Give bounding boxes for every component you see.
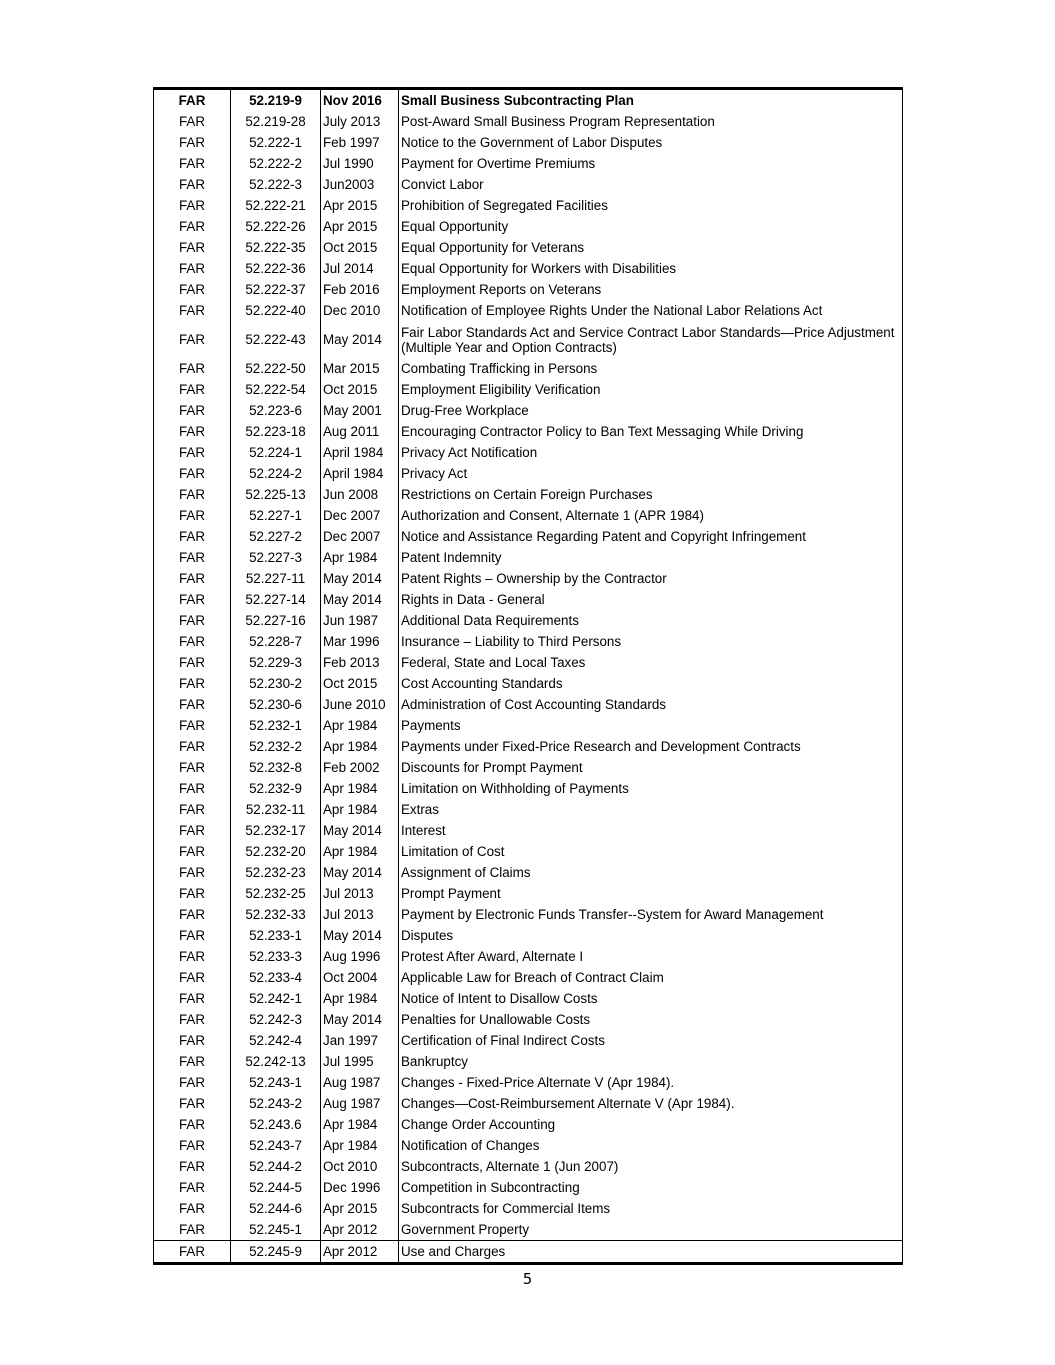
- table-row: [154, 1198, 903, 1219]
- clause-date-cell: Apr 2015: [321, 216, 399, 237]
- table-row: [154, 778, 903, 799]
- regulation-cell: FAR: [154, 153, 231, 174]
- regulation-cell: FAR: [154, 258, 231, 279]
- clause-date-cell: Jun2003: [321, 174, 399, 195]
- clause-number-cell: 52.227-16: [231, 610, 321, 631]
- clause-number-cell: 52.232-23: [231, 862, 321, 883]
- clause-date-cell: Apr 1984: [321, 988, 399, 1009]
- clause-title-cell: Patent Indemnity: [399, 547, 903, 568]
- table-row: [154, 883, 903, 904]
- clause-rows: [154, 89, 903, 1264]
- table-row: [154, 174, 903, 195]
- clause-date-cell: Apr 1984: [321, 715, 399, 736]
- clause-number-cell: 52.224-2: [231, 463, 321, 484]
- clause-title-cell: Employment Eligibility Verification: [399, 379, 903, 400]
- table-row: [154, 736, 903, 757]
- table-row: [154, 925, 903, 946]
- regulation-cell: FAR: [154, 652, 231, 673]
- clause-number-cell: 52.243-2: [231, 1093, 321, 1114]
- clause-title-cell: Protest After Award, Alternate I: [399, 946, 903, 967]
- clause-title-cell: Disputes: [399, 925, 903, 946]
- clause-date-cell: May 2014: [321, 862, 399, 883]
- clause-title-cell: Notice and Assistance Regarding Patent and Copyright Infringement: [399, 526, 903, 547]
- clause-title-cell: Notice to the Government of Labor Disputes: [399, 132, 903, 153]
- table-row: [154, 1156, 903, 1177]
- clause-title-cell: Notification of Employee Rights Under the National Labor Relations Act: [399, 300, 903, 321]
- clause-date-cell: Apr 1984: [321, 547, 399, 568]
- table-row: [154, 820, 903, 841]
- clause-number-cell: 52.232-2: [231, 736, 321, 757]
- clause-title-cell: Payments under Fixed-Price Research and Development Contracts: [399, 736, 903, 757]
- table-row: [154, 1135, 903, 1156]
- clause-number-cell: 52.222-43: [231, 321, 321, 358]
- regulation-cell: FAR: [154, 526, 231, 547]
- clause-date-cell: May 2014: [321, 568, 399, 589]
- regulation-cell: FAR: [154, 862, 231, 883]
- regulation-cell: FAR: [154, 883, 231, 904]
- clause-title-cell: Subcontracts, Alternate 1 (Jun 2007): [399, 1156, 903, 1177]
- regulation-cell: FAR: [154, 715, 231, 736]
- clause-title-cell: Change Order Accounting: [399, 1114, 903, 1135]
- regulation-cell: FAR: [154, 1093, 231, 1114]
- clause-number-cell: 52.222-2: [231, 153, 321, 174]
- regulation-cell: FAR: [154, 736, 231, 757]
- clause-date-cell: May 2001: [321, 400, 399, 421]
- table-row: [154, 1219, 903, 1241]
- clause-date-cell: Jul 2013: [321, 904, 399, 925]
- clause-title-cell: Authorization and Consent, Alternate 1 (APR 1984): [399, 505, 903, 526]
- clause-number-cell: 52.225-13: [231, 484, 321, 505]
- clause-number-cell: 52.232-17: [231, 820, 321, 841]
- regulation-cell: FAR: [154, 673, 231, 694]
- clause-number-cell: 52.230-6: [231, 694, 321, 715]
- table-row: [154, 1241, 903, 1264]
- regulation-cell: FAR: [154, 195, 231, 216]
- clause-date-cell: Aug 1987: [321, 1093, 399, 1114]
- regulation-cell: FAR: [154, 820, 231, 841]
- table-row: [154, 421, 903, 442]
- clause-date-cell: Apr 1984: [321, 1114, 399, 1135]
- clause-number-cell: 52.227-14: [231, 589, 321, 610]
- clause-date-cell: Oct 2010: [321, 1156, 399, 1177]
- clause-title-cell: Subcontracts for Commercial Items: [399, 1198, 903, 1219]
- table-row: [154, 904, 903, 925]
- table-row: [154, 237, 903, 258]
- clause-title-cell: Payment for Overtime Premiums: [399, 153, 903, 174]
- clause-number-cell: 52.222-3: [231, 174, 321, 195]
- clause-date-cell: Apr 2015: [321, 1198, 399, 1219]
- clause-date-cell: Apr 1984: [321, 841, 399, 862]
- clause-title-cell: Notice of Intent to Disallow Costs: [399, 988, 903, 1009]
- regulation-cell: FAR: [154, 841, 231, 862]
- table-row: [154, 89, 903, 112]
- clause-title-cell: Rights in Data - General: [399, 589, 903, 610]
- clause-title-cell: Use and Charges: [399, 1241, 903, 1264]
- table-row: [154, 400, 903, 421]
- table-row: [154, 841, 903, 862]
- clause-title-cell: Certification of Final Indirect Costs: [399, 1030, 903, 1051]
- table-row: [154, 463, 903, 484]
- clause-title-cell: Penalties for Unallowable Costs: [399, 1009, 903, 1030]
- clause-number-cell: 52.242-3: [231, 1009, 321, 1030]
- clause-number-cell: 52.222-37: [231, 279, 321, 300]
- clause-date-cell: Aug 1987: [321, 1072, 399, 1093]
- clause-number-cell: 52.232-11: [231, 799, 321, 820]
- clause-date-cell: Apr 1984: [321, 778, 399, 799]
- clause-number-cell: 52.227-1: [231, 505, 321, 526]
- clause-title-cell: Prohibition of Segregated Facilities: [399, 195, 903, 216]
- clause-date-cell: Feb 2002: [321, 757, 399, 778]
- table-row: [154, 1051, 903, 1072]
- regulation-cell: FAR: [154, 237, 231, 258]
- clause-date-cell: July 2013: [321, 111, 399, 132]
- clause-date-cell: Oct 2015: [321, 379, 399, 400]
- clause-title-cell: Changes - Fixed-Price Alternate V (Apr 1984).: [399, 1072, 903, 1093]
- regulation-cell: FAR: [154, 904, 231, 925]
- clause-number-cell: 52.242-4: [231, 1030, 321, 1051]
- clause-date-cell: Aug 2011: [321, 421, 399, 442]
- table-row: [154, 799, 903, 820]
- clause-title-cell: Employment Reports on Veterans: [399, 279, 903, 300]
- clause-date-cell: Dec 1996: [321, 1177, 399, 1198]
- clause-number-cell: 52.223-6: [231, 400, 321, 421]
- regulation-cell: FAR: [154, 631, 231, 652]
- clause-title-cell: Combating Trafficking in Persons: [399, 358, 903, 379]
- clause-table: [153, 87, 903, 1265]
- regulation-cell: FAR: [154, 463, 231, 484]
- clause-date-cell: Dec 2007: [321, 526, 399, 547]
- clause-date-cell: June 2010: [321, 694, 399, 715]
- clause-date-cell: April 1984: [321, 463, 399, 484]
- clause-number-cell: 52.232-20: [231, 841, 321, 862]
- clause-title-cell: Post-Award Small Business Program Representation: [399, 111, 903, 132]
- clause-title-cell: Equal Opportunity for Workers with Disabilities: [399, 258, 903, 279]
- table-row: [154, 216, 903, 237]
- table-row: [154, 568, 903, 589]
- regulation-cell: FAR: [154, 321, 231, 358]
- clause-title-cell: Payments: [399, 715, 903, 736]
- regulation-cell: FAR: [154, 925, 231, 946]
- clause-title-cell: Convict Labor: [399, 174, 903, 195]
- clause-number-cell: 52.222-35: [231, 237, 321, 258]
- clause-date-cell: May 2014: [321, 589, 399, 610]
- regulation-cell: FAR: [154, 1219, 231, 1241]
- clause-title-cell: Additional Data Requirements: [399, 610, 903, 631]
- regulation-cell: FAR: [154, 1072, 231, 1093]
- table-row: [154, 195, 903, 216]
- clause-title-cell: Limitation on Withholding of Payments: [399, 778, 903, 799]
- clause-title-cell: Equal Opportunity for Veterans: [399, 237, 903, 258]
- clause-title-cell: Assignment of Claims: [399, 862, 903, 883]
- clause-number-cell: 52.232-9: [231, 778, 321, 799]
- clause-number-cell: 52.222-36: [231, 258, 321, 279]
- clause-number-cell: 52.219-28: [231, 111, 321, 132]
- regulation-cell: FAR: [154, 946, 231, 967]
- table-row: [154, 111, 903, 132]
- clause-date-cell: Jul 1990: [321, 153, 399, 174]
- table-row: [154, 258, 903, 279]
- regulation-cell: FAR: [154, 216, 231, 237]
- regulation-cell: FAR: [154, 89, 231, 112]
- clause-number-cell: 52.245-9: [231, 1241, 321, 1264]
- clause-title-cell: Privacy Act: [399, 463, 903, 484]
- clause-title-cell: Encouraging Contractor Policy to Ban Text Messaging While Driving: [399, 421, 903, 442]
- clause-number-cell: 52.222-1: [231, 132, 321, 153]
- clause-number-cell: 52.244-5: [231, 1177, 321, 1198]
- clause-number-cell: 52.245-1: [231, 1219, 321, 1241]
- clause-date-cell: Jun 2008: [321, 484, 399, 505]
- clause-date-cell: Apr 2012: [321, 1219, 399, 1241]
- clause-date-cell: Apr 2015: [321, 195, 399, 216]
- clause-title-cell: Administration of Cost Accounting Standards: [399, 694, 903, 715]
- clause-number-cell: 52.224-1: [231, 442, 321, 463]
- regulation-cell: FAR: [154, 400, 231, 421]
- regulation-cell: FAR: [154, 1114, 231, 1135]
- clause-date-cell: Apr 1984: [321, 1135, 399, 1156]
- clause-number-cell: 52.222-26: [231, 216, 321, 237]
- clause-date-cell: Jun 1987: [321, 610, 399, 631]
- clause-date-cell: Mar 1996: [321, 631, 399, 652]
- clause-date-cell: Dec 2010: [321, 300, 399, 321]
- clause-date-cell: Jul 1995: [321, 1051, 399, 1072]
- regulation-cell: FAR: [154, 778, 231, 799]
- table-row: [154, 279, 903, 300]
- table-row: [154, 757, 903, 778]
- clause-title-cell: Government Property: [399, 1219, 903, 1241]
- clause-date-cell: Oct 2015: [321, 673, 399, 694]
- clause-number-cell: 52.233-3: [231, 946, 321, 967]
- clause-title-cell: Patent Rights – Ownership by the Contractor: [399, 568, 903, 589]
- clause-title-cell: Notification of Changes: [399, 1135, 903, 1156]
- table-row: [154, 547, 903, 568]
- clause-number-cell: 52.243-7: [231, 1135, 321, 1156]
- clause-date-cell: May 2014: [321, 820, 399, 841]
- regulation-cell: FAR: [154, 132, 231, 153]
- clause-date-cell: Oct 2015: [321, 237, 399, 258]
- table-row: [154, 673, 903, 694]
- table-row: [154, 1093, 903, 1114]
- clause-date-cell: May 2014: [321, 321, 399, 358]
- clause-number-cell: 52.222-50: [231, 358, 321, 379]
- clause-date-cell: May 2014: [321, 1009, 399, 1030]
- regulation-cell: FAR: [154, 799, 231, 820]
- table-row: [154, 379, 903, 400]
- clause-date-cell: Apr 1984: [321, 799, 399, 820]
- clause-number-cell: 52.223-18: [231, 421, 321, 442]
- clause-title-cell: Insurance – Liability to Third Persons: [399, 631, 903, 652]
- regulation-cell: FAR: [154, 1051, 231, 1072]
- table-row: [154, 988, 903, 1009]
- regulation-cell: FAR: [154, 505, 231, 526]
- clause-title-cell: Extras: [399, 799, 903, 820]
- regulation-cell: FAR: [154, 1156, 231, 1177]
- regulation-cell: FAR: [154, 1241, 231, 1264]
- clause-title-cell: Federal, State and Local Taxes: [399, 652, 903, 673]
- clause-title-cell: Fair Labor Standards Act and Service Contract Labor Standards—Price Adjustment (Multiple Year and Option Contracts): [399, 321, 903, 358]
- regulation-cell: FAR: [154, 111, 231, 132]
- table-row: [154, 610, 903, 631]
- clause-title-cell: Interest: [399, 820, 903, 841]
- table-row: [154, 321, 903, 358]
- clause-number-cell: 52.222-21: [231, 195, 321, 216]
- clause-number-cell: 52.233-1: [231, 925, 321, 946]
- table-row: [154, 1030, 903, 1051]
- clause-number-cell: 52.230-2: [231, 673, 321, 694]
- clause-date-cell: May 2014: [321, 925, 399, 946]
- table-row: [154, 1177, 903, 1198]
- clause-date-cell: Nov 2016: [321, 89, 399, 112]
- clause-number-cell: 52.244-6: [231, 1198, 321, 1219]
- clause-number-cell: 52.227-11: [231, 568, 321, 589]
- regulation-cell: FAR: [154, 421, 231, 442]
- page-number: 5: [522, 1270, 533, 1288]
- clause-title-cell: Changes—Cost-Reimbursement Alternate V (Apr 1984).: [399, 1093, 903, 1114]
- regulation-cell: FAR: [154, 568, 231, 589]
- table-row: [154, 946, 903, 967]
- regulation-cell: FAR: [154, 589, 231, 610]
- clause-number-cell: 52.229-3: [231, 652, 321, 673]
- regulation-cell: FAR: [154, 174, 231, 195]
- regulation-cell: FAR: [154, 379, 231, 400]
- table-row: [154, 631, 903, 652]
- table-row: [154, 442, 903, 463]
- clause-title-cell: Cost Accounting Standards: [399, 673, 903, 694]
- clause-date-cell: Apr 1984: [321, 736, 399, 757]
- table-row: [154, 505, 903, 526]
- regulation-cell: FAR: [154, 442, 231, 463]
- regulation-cell: FAR: [154, 988, 231, 1009]
- clause-number-cell: 52.227-2: [231, 526, 321, 547]
- regulation-cell: FAR: [154, 358, 231, 379]
- regulation-cell: FAR: [154, 484, 231, 505]
- clause-number-cell: 52.244-2: [231, 1156, 321, 1177]
- table-row: [154, 153, 903, 174]
- clause-title-cell: Equal Opportunity: [399, 216, 903, 237]
- clause-number-cell: 52.232-25: [231, 883, 321, 904]
- clause-number-cell: 52.233-4: [231, 967, 321, 988]
- clause-number-cell: 52.222-54: [231, 379, 321, 400]
- clause-date-cell: Feb 2016: [321, 279, 399, 300]
- clause-title-cell: Restrictions on Certain Foreign Purchases: [399, 484, 903, 505]
- regulation-cell: FAR: [154, 610, 231, 631]
- regulation-cell: FAR: [154, 300, 231, 321]
- regulation-cell: FAR: [154, 1135, 231, 1156]
- table-row: [154, 589, 903, 610]
- regulation-cell: FAR: [154, 694, 231, 715]
- clause-title-cell: Privacy Act Notification: [399, 442, 903, 463]
- clause-date-cell: April 1984: [321, 442, 399, 463]
- clause-number-cell: 52.242-13: [231, 1051, 321, 1072]
- table-row: [154, 1072, 903, 1093]
- clause-date-cell: Jan 1997: [321, 1030, 399, 1051]
- table-row: [154, 358, 903, 379]
- clause-number-cell: 52.232-33: [231, 904, 321, 925]
- clause-date-cell: Dec 2007: [321, 505, 399, 526]
- clause-number-cell: 52.222-40: [231, 300, 321, 321]
- clause-date-cell: Oct 2004: [321, 967, 399, 988]
- clause-title-cell: Drug-Free Workplace: [399, 400, 903, 421]
- clause-title-cell: Payment by Electronic Funds Transfer--System for Award Management: [399, 904, 903, 925]
- clause-title-cell: Bankruptcy: [399, 1051, 903, 1072]
- regulation-cell: FAR: [154, 547, 231, 568]
- clause-number-cell: 52.232-8: [231, 757, 321, 778]
- regulation-cell: FAR: [154, 1009, 231, 1030]
- table-row: [154, 132, 903, 153]
- table-row: [154, 1009, 903, 1030]
- regulation-cell: FAR: [154, 1030, 231, 1051]
- table-row: [154, 862, 903, 883]
- clause-title-cell: Limitation of Cost: [399, 841, 903, 862]
- clause-number-cell: 52.243.6: [231, 1114, 321, 1135]
- clause-date-cell: Aug 1996: [321, 946, 399, 967]
- table-row: [154, 484, 903, 505]
- clause-date-cell: Apr 2012: [321, 1241, 399, 1264]
- clause-title-cell: Small Business Subcontracting Plan: [399, 89, 903, 112]
- table-row: [154, 715, 903, 736]
- clause-date-cell: Feb 1997: [321, 132, 399, 153]
- regulation-cell: FAR: [154, 757, 231, 778]
- regulation-cell: FAR: [154, 279, 231, 300]
- table-row: [154, 526, 903, 547]
- clause-date-cell: Jul 2014: [321, 258, 399, 279]
- clause-title-cell: Prompt Payment: [399, 883, 903, 904]
- clause-date-cell: Jul 2013: [321, 883, 399, 904]
- clause-number-cell: 52.242-1: [231, 988, 321, 1009]
- clause-number-cell: 52.232-1: [231, 715, 321, 736]
- table-row: [154, 967, 903, 988]
- table-row: [154, 652, 903, 673]
- table-row: [154, 1114, 903, 1135]
- clause-number-cell: 52.243-1: [231, 1072, 321, 1093]
- clause-date-cell: Mar 2015: [321, 358, 399, 379]
- table-row: [154, 300, 903, 321]
- regulation-cell: FAR: [154, 1198, 231, 1219]
- clause-title-cell: Competition in Subcontracting: [399, 1177, 903, 1198]
- clause-number-cell: 52.228-7: [231, 631, 321, 652]
- clause-number-cell: 52.227-3: [231, 547, 321, 568]
- clause-date-cell: Feb 2013: [321, 652, 399, 673]
- clause-number-cell: 52.219-9: [231, 89, 321, 112]
- table-row: [154, 694, 903, 715]
- clause-title-cell: Discounts for Prompt Payment: [399, 757, 903, 778]
- regulation-cell: FAR: [154, 1177, 231, 1198]
- regulation-cell: FAR: [154, 967, 231, 988]
- clause-title-cell: Applicable Law for Breach of Contract Claim: [399, 967, 903, 988]
